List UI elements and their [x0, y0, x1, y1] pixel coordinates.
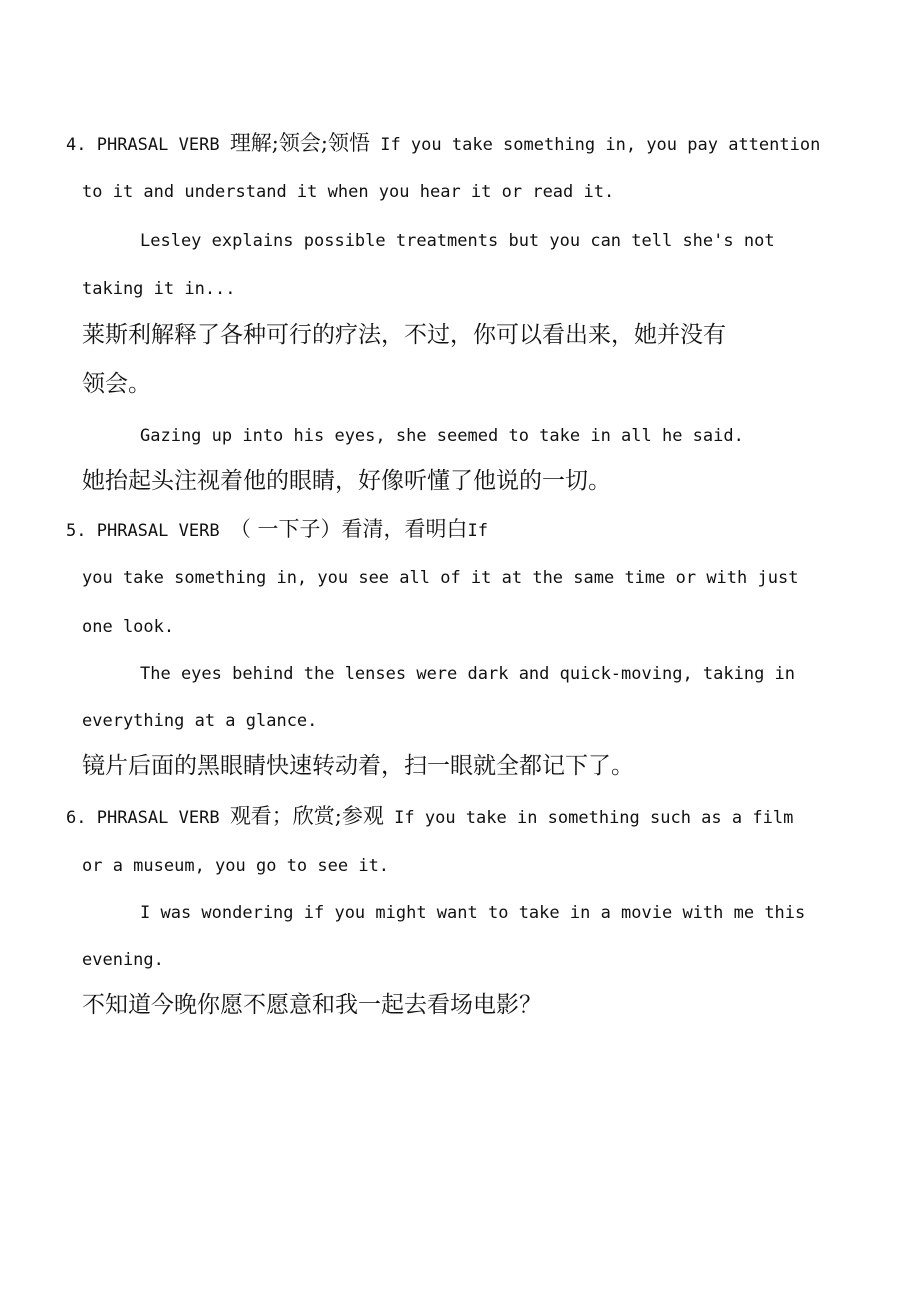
part-of-speech: PHRASAL VERB [96, 521, 220, 541]
part-of-speech: PHRASAL VERB [96, 808, 220, 828]
example-zh: 莱斯利解释了各种可行的疗法，不过，你可以看出来，她并没有 [82, 322, 726, 348]
example-zh: 镜片后面的黑眼睛快速转动着，扫一眼就全都记下了。 [82, 753, 634, 779]
definition: If [467, 521, 488, 541]
entry-5-definition-cont: you take something in, you see all of it at the same time or with just [82, 568, 799, 588]
entry-4-definition-cont: to it and understand it when you hear it or read it. [82, 182, 615, 202]
example-en-cont: evening. [82, 950, 164, 970]
part-of-speech: PHRASAL VERB [96, 135, 220, 155]
entry-6-definition-cont: or a museum, you go to see it. [82, 856, 390, 876]
entry-6-header [66, 804, 793, 830]
example-en: Gazing up into his eyes, she seemed to take in all he said. [140, 426, 744, 446]
chinese-gloss: 理解;领会;领悟 [229, 131, 370, 155]
example-en-cont: taking it in... [82, 279, 236, 299]
definition: If you take something in, you pay attention [380, 135, 821, 155]
entry-number: 4. [66, 135, 87, 155]
example-en: I was wondering if you might want to take in a movie with me this [140, 903, 806, 923]
entry-4-header [66, 131, 820, 157]
example-en: Lesley explains possible treatments but you can tell she's not [140, 231, 775, 251]
definition: If you take in something such as a film [394, 808, 794, 828]
entry-number: 5. [66, 521, 87, 541]
example-zh: 她抬起头注视着他的眼睛，好像听懂了他说的一切。 [82, 468, 611, 494]
example-en-cont: everything at a glance. [82, 711, 318, 731]
entry-5-definition-cont: one look. [82, 617, 175, 637]
chinese-gloss: 观看；欣赏;参观 [229, 804, 384, 828]
example-zh-cont: 领会。 [82, 371, 151, 397]
entry-5-header [66, 517, 488, 543]
chinese-gloss: （ 一下子）看清，看明白 [229, 517, 468, 541]
example-en: The eyes behind the lenses were dark and quick-moving, taking in [140, 664, 796, 684]
example-zh: 不知道今晚你愿不愿意和我一起去看场电影？ [82, 992, 542, 1018]
entry-number: 6. [66, 808, 87, 828]
